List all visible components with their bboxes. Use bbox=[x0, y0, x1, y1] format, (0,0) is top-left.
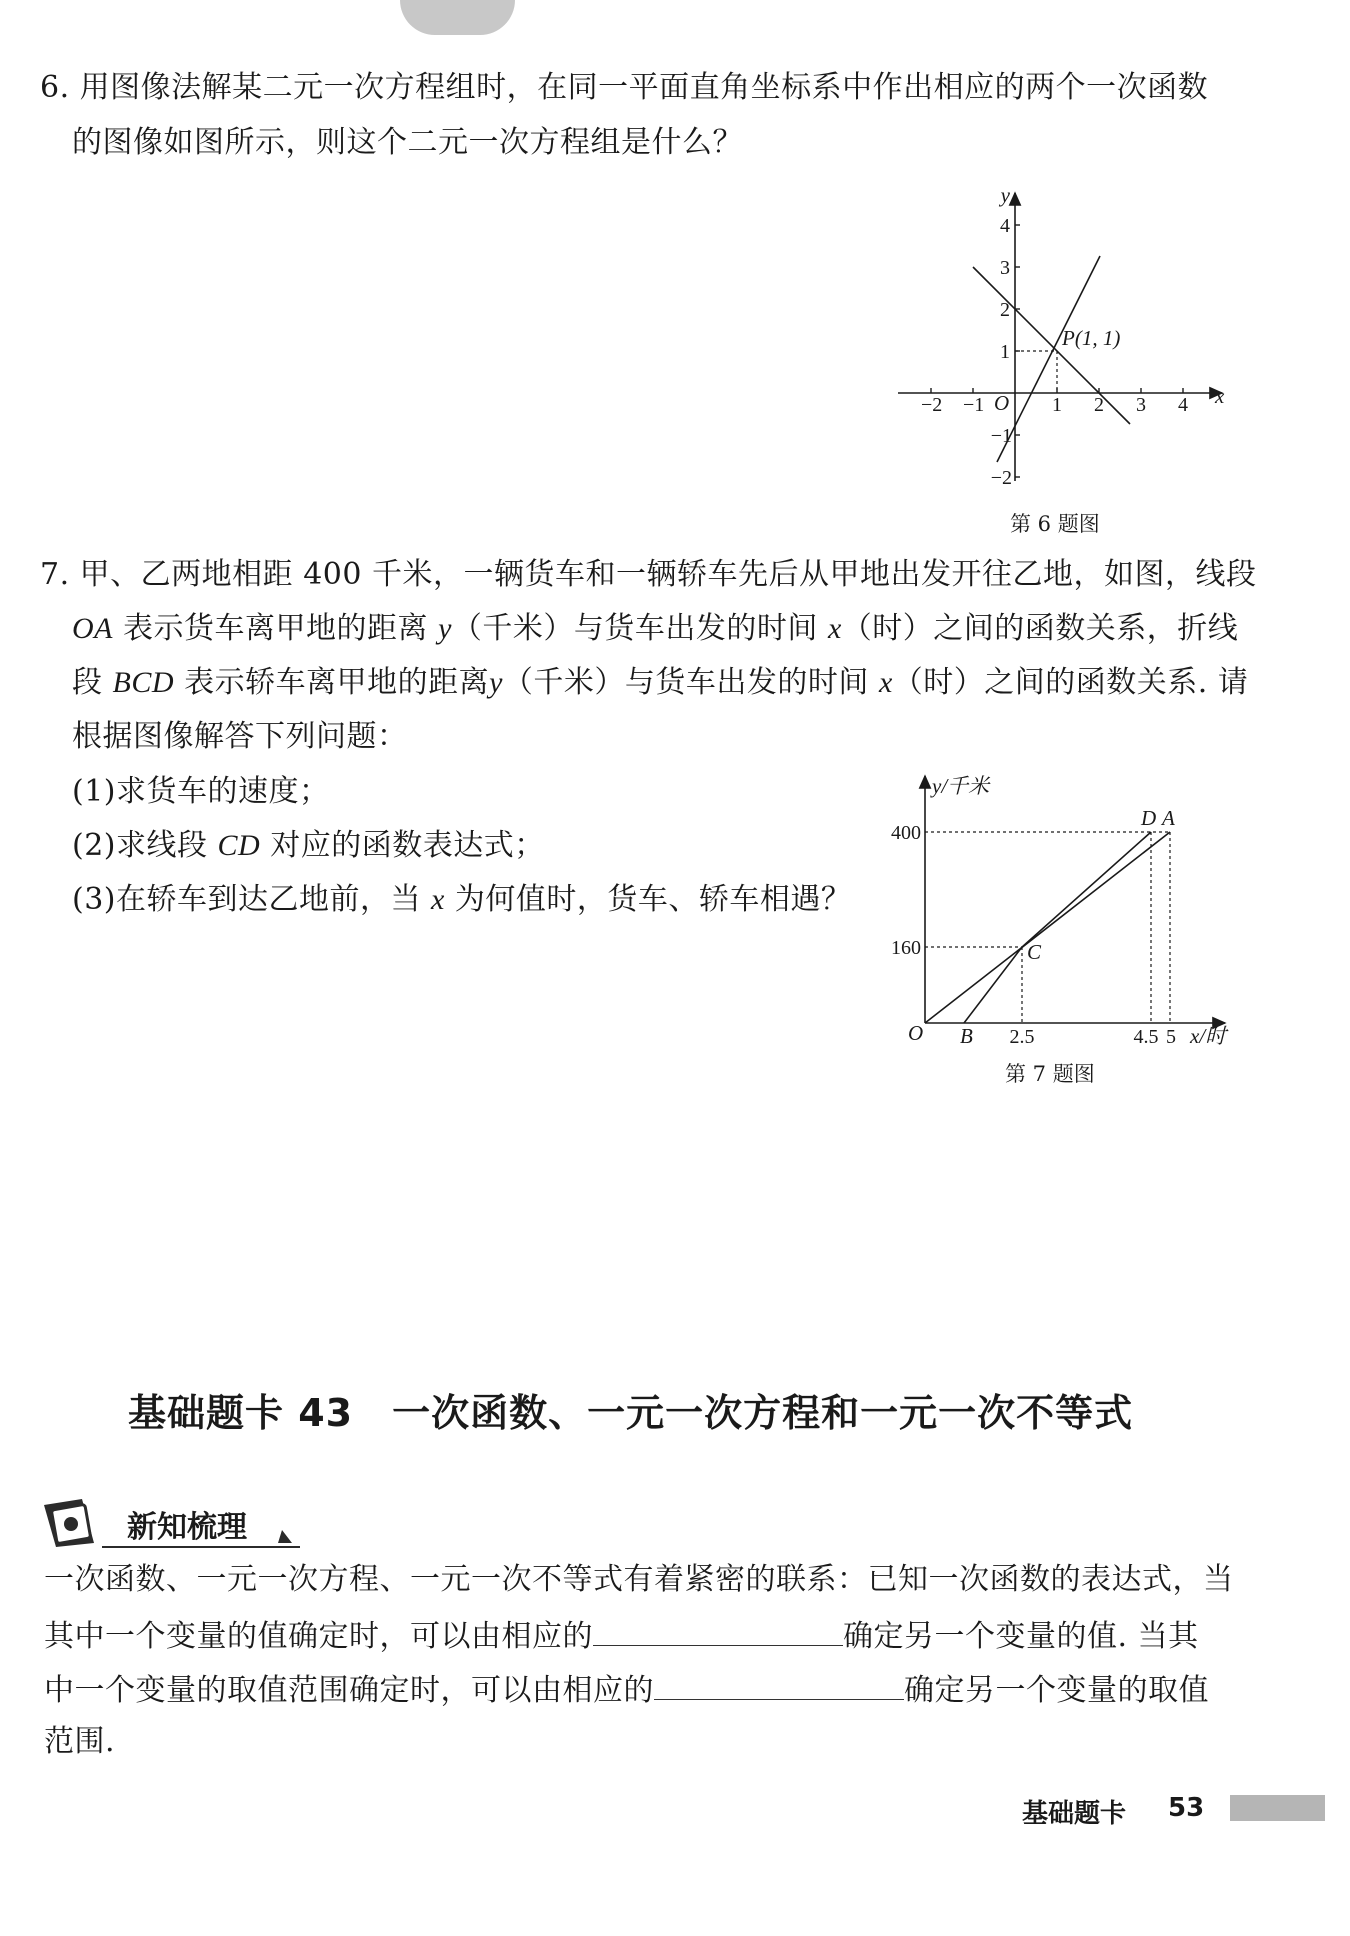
q7-sub-question-1: (1)求货车的速度； bbox=[72, 774, 330, 809]
q6-x-tick: 1 bbox=[1052, 394, 1062, 416]
q7-figure-caption: 第 7 题图 bbox=[1005, 1062, 1095, 1086]
q6-y-tick: 4 bbox=[1000, 215, 1010, 237]
q6-line-increasing bbox=[997, 256, 1100, 462]
q7-line-1: 7. 甲、乙两地相距 400 千米，一辆货车和一辆轿车先后从甲地出发开往乙地，如图，线段 bbox=[40, 557, 1257, 592]
q7-x-tick: 2.5 bbox=[1009, 1026, 1035, 1048]
q7-point-b-label: B bbox=[960, 1024, 973, 1048]
q7-y-tick: 400 bbox=[891, 822, 921, 844]
q6-y-tick: 1 bbox=[1000, 341, 1010, 363]
q6-line-1: 6. 用图像法解某二元一次方程组时，在同一平面直角坐标系中作出相应的两个一次函数 bbox=[40, 70, 1209, 105]
q7-x-axis-label: x/时 bbox=[1190, 1024, 1227, 1048]
section-head-label: 新知梳理 bbox=[127, 1510, 247, 1545]
q7-y-axis-label: y/千米 bbox=[932, 774, 990, 798]
q6-x-tick: −2 bbox=[921, 394, 943, 416]
q6-line-2: 的图像如图所示，则这个二元一次方程组是什么？ bbox=[72, 125, 743, 160]
answer-blank-1[interactable] bbox=[593, 1619, 843, 1646]
q6-y-tick: −1 bbox=[990, 425, 1012, 447]
q7-sub-question-3: (3)在轿车到达乙地前，当 x 为何值时，货车、轿车相遇？ bbox=[72, 882, 852, 917]
q7-x-tick: 5 bbox=[1166, 1026, 1176, 1048]
q6-y-tick: 3 bbox=[1000, 257, 1010, 279]
q7-origin-label: O bbox=[908, 1021, 924, 1045]
section-title: 基础题卡 43 一次函数、一元一次方程和一元一次不等式 bbox=[128, 1391, 1134, 1435]
q7-y-tick: 160 bbox=[891, 937, 921, 959]
q7-sub-question-2: (2)求线段 CD 对应的函数表达式； bbox=[72, 828, 545, 863]
footer-bar bbox=[1230, 1795, 1325, 1821]
q6-point-p-label: P(1, 1) bbox=[1062, 326, 1121, 350]
section-paragraph-line-3: 中一个变量的取值范围确定时，可以由相应的 确定另一个变量的取值 bbox=[44, 1673, 1209, 1708]
q6-y-tick: −2 bbox=[990, 467, 1012, 485]
q7-distance-time-graph bbox=[880, 770, 1240, 1050]
q7-point-c-label: C bbox=[1027, 940, 1042, 964]
answer-blank-2[interactable] bbox=[654, 1673, 904, 1700]
q6-y-axis-label: y bbox=[1000, 185, 1010, 207]
q6-coordinate-graph bbox=[890, 185, 1240, 485]
q7-segment-oa bbox=[925, 832, 1170, 1023]
q6-x-tick: 4 bbox=[1178, 394, 1188, 416]
q7-line-4: 根据图像解答下列问题： bbox=[72, 719, 408, 754]
q7-polyline-bcd bbox=[964, 832, 1151, 1023]
section-paragraph-line-1: 一次函数、一元一次方程、一元一次不等式有着紧密的联系：已知一次函数的表达式，当 bbox=[44, 1562, 1234, 1597]
section-paragraph-line-2: 其中一个变量的值确定时，可以由相应的 确定另一个变量的值. 当其 bbox=[44, 1619, 1199, 1654]
q6-x-tick: 3 bbox=[1136, 394, 1146, 416]
corner-arrow-icon bbox=[278, 1530, 292, 1543]
footer-label: 基础题卡 bbox=[1022, 1799, 1127, 1829]
q7-line-2: OA 表示货车离甲地的距离 y（千米）与货车出发的时间 x（时）之间的函数关系，折线 bbox=[72, 611, 1239, 646]
q6-x-tick: −1 bbox=[963, 394, 985, 416]
q6-x-tick: 2 bbox=[1094, 394, 1104, 416]
page-number: 53 bbox=[1168, 1793, 1205, 1823]
q6-x-axis-label: x bbox=[1215, 384, 1225, 408]
q6-figure-caption: 第 6 题图 bbox=[1010, 512, 1100, 536]
q7-line-3: 段 BCD 表示轿车离甲地的距离y（千米）与货车出发的时间 x（时）之间的函数关系. 请 bbox=[72, 665, 1249, 700]
q6-y-tick: 2 bbox=[1000, 299, 1010, 321]
q7-point-d-label: D bbox=[1141, 806, 1157, 830]
section-paragraph-line-4: 范围. bbox=[44, 1724, 116, 1759]
q7-point-a-label: A bbox=[1162, 806, 1175, 830]
page-top-smudge bbox=[400, 0, 515, 35]
q7-x-tick: 4.5 bbox=[1133, 1026, 1159, 1048]
q6-origin-label: O bbox=[994, 391, 1010, 415]
